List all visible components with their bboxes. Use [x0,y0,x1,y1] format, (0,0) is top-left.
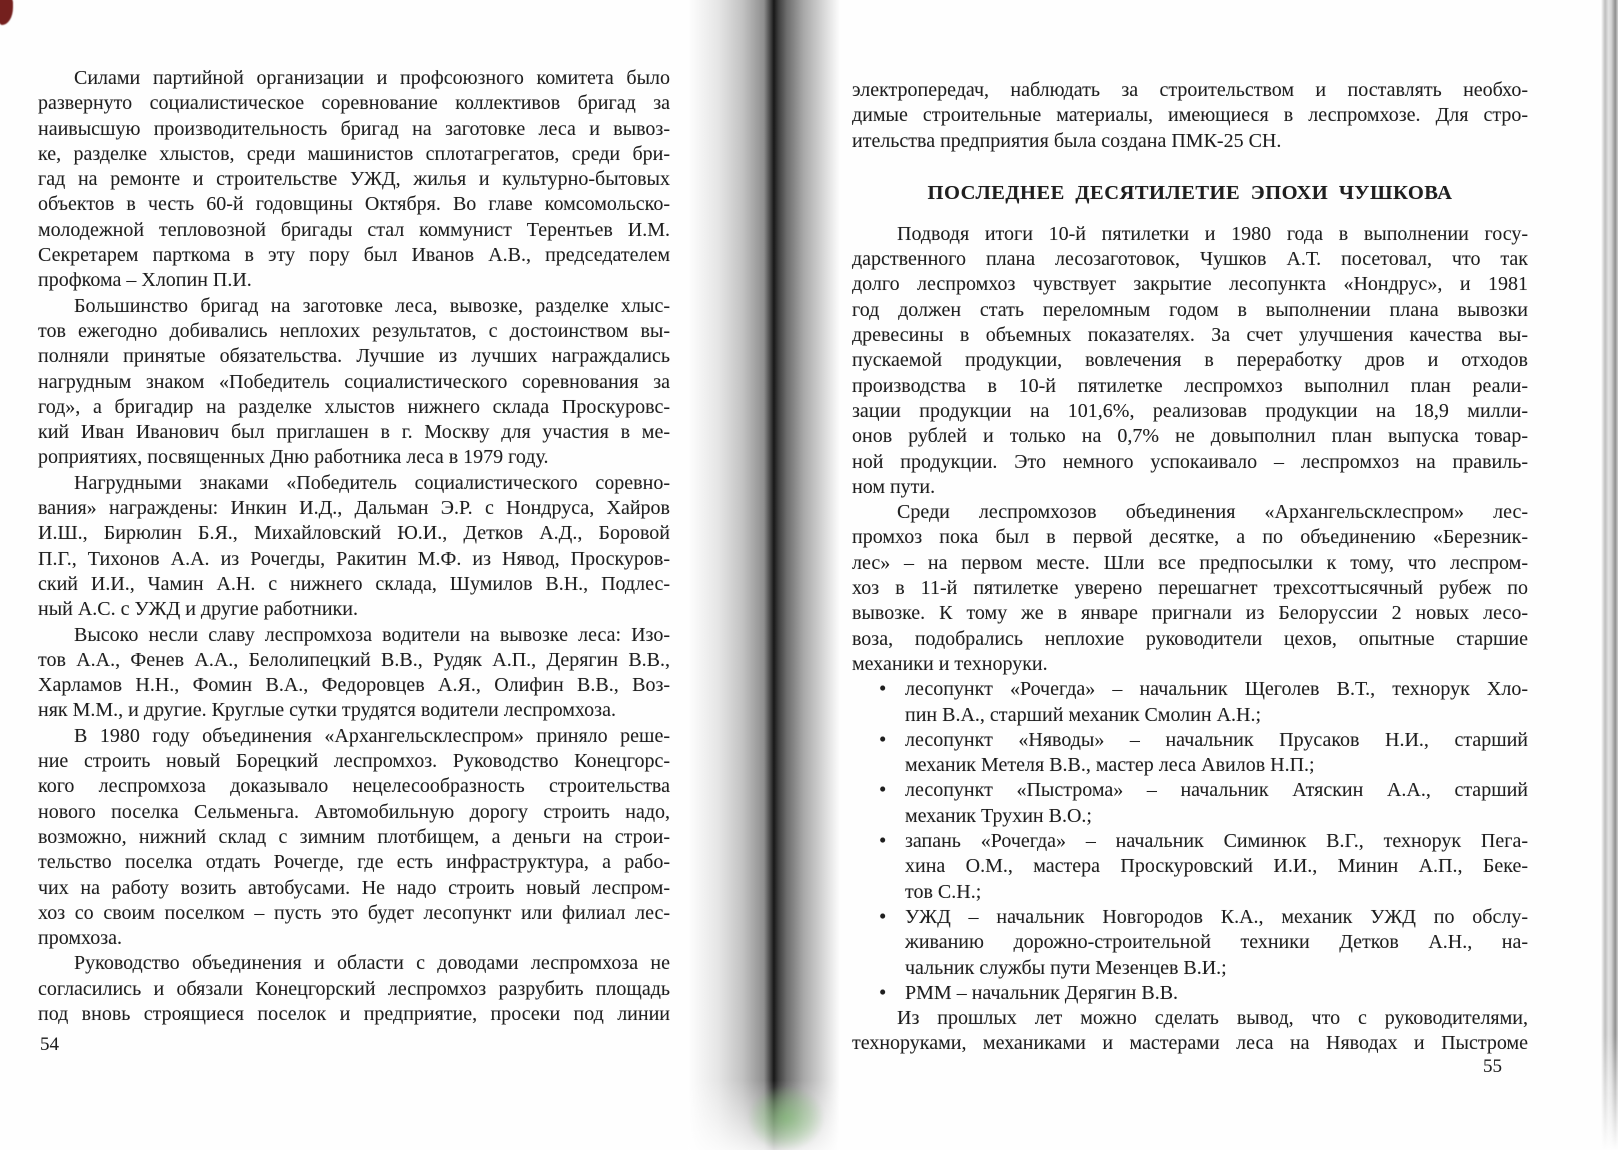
bullet-item [852,829,1528,905]
text-line: зации продукции на 101,6%, реализовав продукции на 18,9 милли- [852,399,1528,422]
paragraph [38,471,670,623]
right-page-text-column [852,78,1528,1057]
text-line: тов А.А., Фенев А.А., Белолипецкий В.В., Рудяк А.П., Дерягин В.В., [38,648,670,671]
text-line: полняли принятые обязательства. Лучшие из лучших награждались [38,345,670,368]
text-line: лес» – на первом месте. Шли все предпосылки к тому, что леспром- [852,551,1528,574]
text-line: Нагрудными знаками «Победитель социалистического соревно- [74,471,670,494]
text-line: тов ежегодно добивались неплохих результатов, с достоинством вы- [38,319,670,342]
paragraph [38,294,670,471]
bullet-dot-icon: • [879,979,887,1004]
section-heading: ПОСЛЕДНЕЕ ДЕСЯТИЛЕТИЕ ЭПОХИ ЧУШКОВА [927,181,1453,204]
text-line: пин В.А., старший механик Смолин А.Н.; [905,703,1262,726]
paragraph [38,66,670,294]
text-line: развернуто социалистическое соревнование коллективов бригад за [38,92,670,115]
text-line: лесопункт «Рочегда» – начальник Щеголев В.Т., технорук Хло- [905,678,1528,701]
text-line: димые строительные материалы, имеющиеся в леспромхозе. Для стро- [852,104,1528,127]
text-line: вывозке. К тому же в январе пригнали из Белоруссии 2 новых лесо- [852,602,1528,625]
text-line: возможно, нижний склад с зимним плотбищем, а деньги на строи- [38,825,670,848]
text-line: Силами партийной организации и профсоюзного комитета было [74,67,670,89]
text-line: П.Г., Тихонов А.А. из Рочегды, Ракитин М.Ф. из Нявод, Проскуров- [38,547,670,570]
left-page-text-column [38,66,670,1027]
text-line: живанию дорожно-строительной техники Детков А.Н., на- [905,931,1528,954]
text-line: И.Ш., Бирюлин Б.Я., Михайловский Ю.И., Детков А.Д., Боровой [38,522,670,545]
text-line: гад на ремонте и строительстве УЖД, жилья и культурно-бытовых [38,168,670,191]
text-line: Подводя итоги 10-й пятилетки и 1980 года в выполнении госу- [897,222,1528,245]
bullet-item [852,778,1528,829]
text-line: няк М.М., и другие. Круглые сутки трудятся водители леспромхоза. [38,699,616,722]
text-line: год должен стать переломным годом в выполнении плана вывозки [852,298,1528,321]
paragraph [852,222,1528,500]
text-line: механик Трухин В.О.; [905,804,1092,827]
bullet-dot-icon: • [879,676,887,701]
text-line: лесопункт «Пыстрома» – начальник Атяскин А.А., старший [905,779,1528,802]
text-line: электропередач, наблюдать за строительством и поставлять необхо- [852,79,1528,101]
bullet-item [852,981,1528,1006]
text-line: согласились и обязали Конецгорский леспромхоз разрубить площадь [38,977,670,1000]
text-line: Большинство бригад на заготовке леса, вывозке, разделке хлыс- [74,294,670,317]
text-line: ке, разделке хлыстов, среди машинистов сплотагрегатов, среди бри- [38,142,670,165]
bullet-dot-icon: • [879,777,887,802]
gutter-green-glow [748,1086,824,1150]
text-line: Высоко несли славу леспромхоза водители на вывозке леса: Изо- [74,623,670,646]
text-line: нового поселка Сельменьга. Автомобильную дорогу строить надо, [38,800,670,823]
text-line: чих на работу возить автобусами. Не надо строить новый леспром- [38,876,670,899]
right-page-body [852,222,1528,1057]
bullet-item [852,905,1528,981]
bullet-dot-icon: • [879,828,887,853]
text-line: год», а бригадир на разделке хлыстов нижнего склада Проскуровс- [38,395,670,418]
text-line: наивысшую производительность бригад на заготовке леса и вывоз- [38,117,670,140]
text-line: ние строить новый Борецкий леспромхоз. Руководство Конецгорс- [38,750,670,773]
bullet-dot-icon: • [879,726,887,751]
text-line: онов рублей и только на 0,7% не довыполнил план выпуска товар- [852,425,1528,448]
text-line: промхоза. [38,927,122,950]
paragraph [38,724,670,952]
text-line: Среди леспромхозов объединения «Архангельсклеспром» лес- [897,501,1528,524]
paragraph [852,500,1528,677]
text-line: запань «Рочегда» – начальник Симинюк В.Г., технорук Пега- [905,830,1528,853]
text-line: УЖД – начальник Новгородов К.А., механик УЖД по обслу- [905,905,1528,928]
text-line: пускаемой продукции, вовлечения в переработку дров и отходов [852,349,1528,372]
text-line: В 1980 году объединения «Архангельсклеспром» приняло реше- [74,724,670,747]
paragraph [38,951,670,1027]
text-line: роприятиях, посвященных Дню работника леса в 1979 году. [38,446,549,469]
text-line: тельство поселка отдать Рочегде, где есть инфраструктура, а рабо- [38,851,670,874]
text-line: механики и техноруки. [852,652,1048,675]
text-line: хина О.М., мастера Проскуровский И.И., Минин А.П., Беке- [905,855,1528,878]
text-line: Секретарем парткома в эту пору был Иванов А.В., председателем [38,244,670,267]
text-line: промхоз пока был в первой десятке, а по объединению «Березник- [852,526,1528,549]
text-line: древесины в объемных показателях. За счет улучшения качества вы- [852,324,1528,347]
text-line: Харламов Н.Н., Фомин В.А., Федоровцев А.Я., Олифин В.В., Воз- [38,674,670,697]
text-line: ный А.С. с УЖД и другие работники. [38,598,358,621]
bullet-dot-icon: • [879,903,887,928]
paragraph [38,623,670,724]
text-line: дарственного плана лесозаготовок, Чушков А.Т. посетовал, что так [852,248,1528,271]
text-line: нагрудным знаком «Победитель социалистического соревнования за [38,370,670,393]
text-line: производства в 10-й пятилетке леспромхоз выполнил план реали- [852,374,1528,397]
left-page-number: 54 [40,1034,59,1055]
paragraph [852,1006,1528,1057]
top-left-corner-mark [0,0,13,25]
text-line: техноруками, механиками и мастерами леса на Няводах и Пыстроме [852,1032,1528,1055]
text-line: объектов в честь 60-й годовщины Октября. Во главе комсомольско- [38,193,670,216]
text-line: молодежной тепловозной бригады стал коммунист Терентьев И.М. [38,218,670,241]
text-line: ном пути. [852,475,936,498]
text-line: Руководство объединения и области с доводами леспромхоза не [74,952,670,975]
text-line: долго леспромхоз чувствует закрытие лесопункта «Нондрус», и 1981 [852,273,1528,296]
text-line: кого леспромхоза доказывало нецелесообразность строительства [38,775,670,798]
text-line: хоз в 11-й пятилетке уверено перешагнет трехсоттысячный рубеж по [852,577,1528,600]
text-line: механик Метеля В.В., мастер леса Авилов Н.П.; [905,754,1315,777]
binding-gutter-shadow [688,0,840,1150]
text-line: чальник службы пути Мезенцев В.И.; [905,956,1227,979]
right-page-number: 55 [1483,1056,1502,1077]
text-line: РММ – начальник Дерягин В.В. [905,981,1179,1004]
text-line: вания» награждены: Инкин И.Д., Дальман Э.Р. с Нондруса, Хайров [38,497,670,520]
page-right-edge-strip [1601,0,1618,1150]
text-line: хоз со своим поселком – пусть это будет лесопункт или филиал лес- [38,901,670,924]
bullet-item [852,677,1528,728]
text-line: Из прошлых лет можно сделать вывод, что с руководителями, [897,1007,1528,1030]
text-line: тов С.Н.; [905,880,982,903]
text-line: кий Иван Иванович был приглашен в г. Москву для участия в ме- [38,421,670,444]
text-line: под вновь строящиеся поселок и предприятие, просеки под линии [38,1002,670,1025]
text-line: лесопункт «Няводы» – начальник Прусаков Н.И., старший [905,728,1528,751]
text-line: ительства предприятия была создана ПМК-25 СН. [852,129,1282,152]
right-page-intro [852,78,1528,154]
text-line: ной продукции. Это немного успокаивало – леспромхоз на правиль- [852,450,1528,473]
text-line: воза, подобрались неплохие руководители цехов, опытные старшие [852,627,1528,650]
bullet-item [852,728,1528,779]
paragraph [852,78,1528,154]
text-line: профкома – Хлопин П.И. [38,269,252,292]
text-line: ский И.И., Чамин А.Н. с нижнего склада, Шумилов В.Н., Подлес- [38,572,670,595]
